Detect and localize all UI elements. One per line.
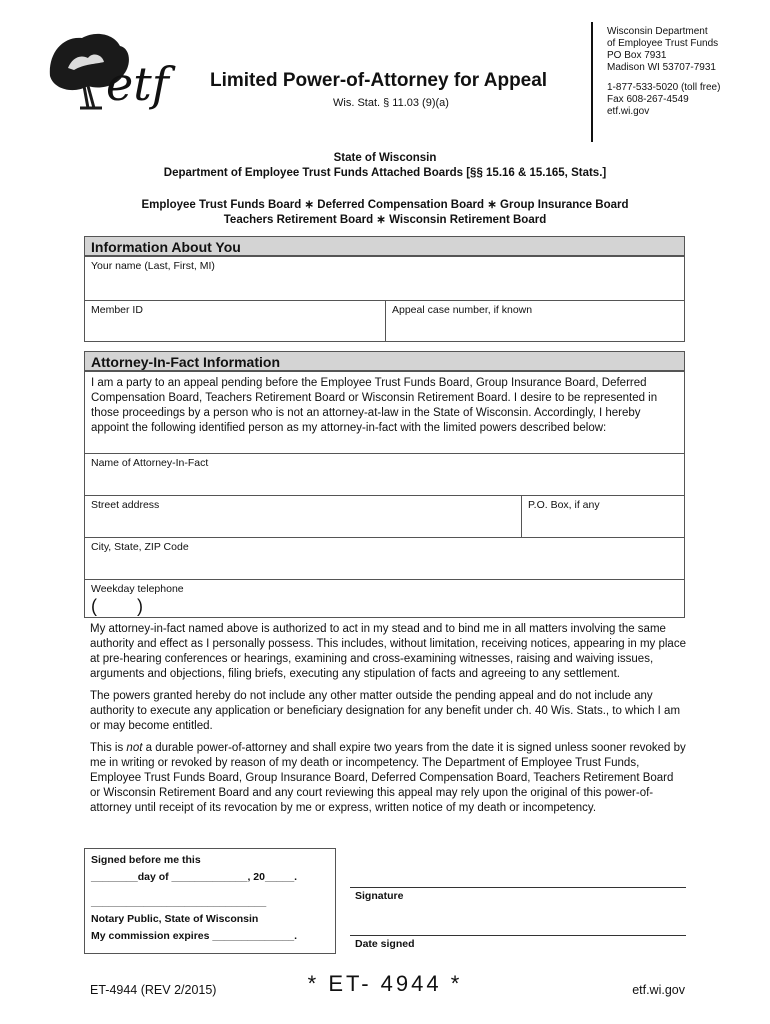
appeal-case-label: Appeal case number, if known bbox=[392, 304, 533, 316]
appeal-case-number-field[interactable] bbox=[385, 300, 685, 342]
footer-website: etf.wi.gov bbox=[632, 983, 685, 997]
city-state-zip-field[interactable] bbox=[84, 537, 685, 580]
po-box-field[interactable] bbox=[521, 495, 685, 538]
notary-signature-line: ______________________________ bbox=[91, 896, 267, 908]
address-line: PO Box 7931 bbox=[607, 50, 667, 61]
date-signed-label: Date signed bbox=[355, 938, 415, 950]
commission-expires-line: My commission expires ______________. bbox=[91, 930, 298, 942]
notary-public-label: Notary Public, State of Wisconsin bbox=[91, 913, 259, 925]
address-line: of Employee Trust Funds bbox=[607, 38, 719, 49]
po-box-label: P.O. Box, if any bbox=[528, 499, 600, 511]
area-code-parentheses: ( ) bbox=[91, 596, 143, 616]
address-line: Wisconsin Department bbox=[607, 26, 708, 37]
city-state-zip-label: City, State, ZIP Code bbox=[91, 541, 189, 553]
header-divider bbox=[591, 22, 593, 142]
notary-line-1: Signed before me this bbox=[91, 854, 201, 866]
svg-text:etf: etf bbox=[106, 57, 169, 111]
signature-label: Signature bbox=[355, 890, 404, 902]
member-id-field[interactable] bbox=[84, 300, 386, 342]
notary-date-line: ________day of _____________, 20_____. bbox=[91, 871, 298, 883]
etf-logo bbox=[44, 24, 194, 114]
your-name-field[interactable] bbox=[84, 256, 685, 301]
member-id-label: Member ID bbox=[91, 304, 143, 316]
authority-paragraph: My attorney-in-fact named above is authorized to act in my stead and to bind me in all matters involving the same authority and effect as I personally possess. This includes, without limitation, receiving notices, appearing in my place at pre-hearing conferences or hearings, examining and cross-examining witnesses, raising and waiving issues, arguments and objections, filing briefs, executing any stipulation of facts and agreeing to any settlement. bbox=[90, 623, 686, 680]
form-title: Limited Power-of-Attorney for Appeal bbox=[210, 70, 548, 91]
weekday-telephone-field[interactable] bbox=[84, 579, 685, 618]
weekday-telephone-label: Weekday telephone bbox=[91, 583, 184, 595]
your-name-label: Your name (Last, First, MI) bbox=[91, 260, 215, 272]
boards-line-2: Teachers Retirement Board ∗ Wisconsin Retirement Board bbox=[223, 214, 547, 226]
form-id: ET-4944 (REV 2/2015) bbox=[90, 983, 217, 997]
attorney-name-field[interactable] bbox=[84, 453, 685, 496]
notary-box bbox=[84, 848, 336, 954]
fax-line: Fax 608-267-4549 bbox=[607, 94, 689, 105]
department-address bbox=[607, 26, 720, 118]
street-address-field[interactable] bbox=[84, 495, 522, 538]
section-heading-about-you: Information About You bbox=[84, 236, 685, 256]
street-address-label: Street address bbox=[91, 499, 160, 511]
attorney-name-label: Name of Attorney-In-Fact bbox=[91, 457, 209, 469]
attorney-statement: I am a party to an appeal pending before the Employee Trust Funds Board, Group Insurance Board, Deferred Compensation Board, Teachers Retirement Board or Wisconsin Retirement Board. I desire to be represented in those proceedings by a person who is not an attorney-at-law in the State of Wisconsin. Accordingly, I hereby appoint the following identified person as my attorney-in-fact with the limited powers described below: bbox=[84, 371, 685, 454]
terms-paragraphs bbox=[90, 622, 686, 823]
section-heading-attorney: Attorney-In-Fact Information bbox=[84, 351, 685, 371]
statute-reference: Wis. Stat. § 11.03 (9)(a) bbox=[333, 97, 449, 109]
website-line: etf.wi.gov bbox=[607, 106, 650, 117]
phone-line: 1-877-533-5020 (toll free) bbox=[607, 82, 721, 93]
address-line: Madison WI 53707-7931 bbox=[607, 62, 716, 73]
department-line: Department of Employee Trust Funds Attached Boards [§§ 15.16 & 15.165, Stats.] bbox=[163, 167, 607, 179]
expiration-paragraph: This is not a durable power-of-attorney and shall expire two years from the date it is signed unless sooner revoked by me in writing or revoked by reason of my death or incompetency. The Department of Employee Trust Funds, Employee Trust Funds Board, Group Insurance Board, Deferred Compensation Board, Teachers Retirement Board or Wisconsin Retirement Board and any court reviewing this appeal may rely upon the original of this power-of-attorney until receipt of its revocation by me or express, written notice of my death or incompetency. bbox=[90, 742, 686, 814]
limitation-paragraph: The powers granted hereby do not include any other matter outside the pending appeal and do not include any authority to execute any application or beneficiary designation for any benefit under ch. 40 Wis. Stats., to which I am or may become entitled. bbox=[90, 690, 681, 732]
state-line: State of Wisconsin bbox=[333, 152, 437, 164]
boards-line-1: Employee Trust Funds Board ∗ Deferred Compensation Board ∗ Group Insurance Board bbox=[141, 199, 629, 211]
form-barcode: * ET- 4944 * bbox=[307, 971, 463, 996]
